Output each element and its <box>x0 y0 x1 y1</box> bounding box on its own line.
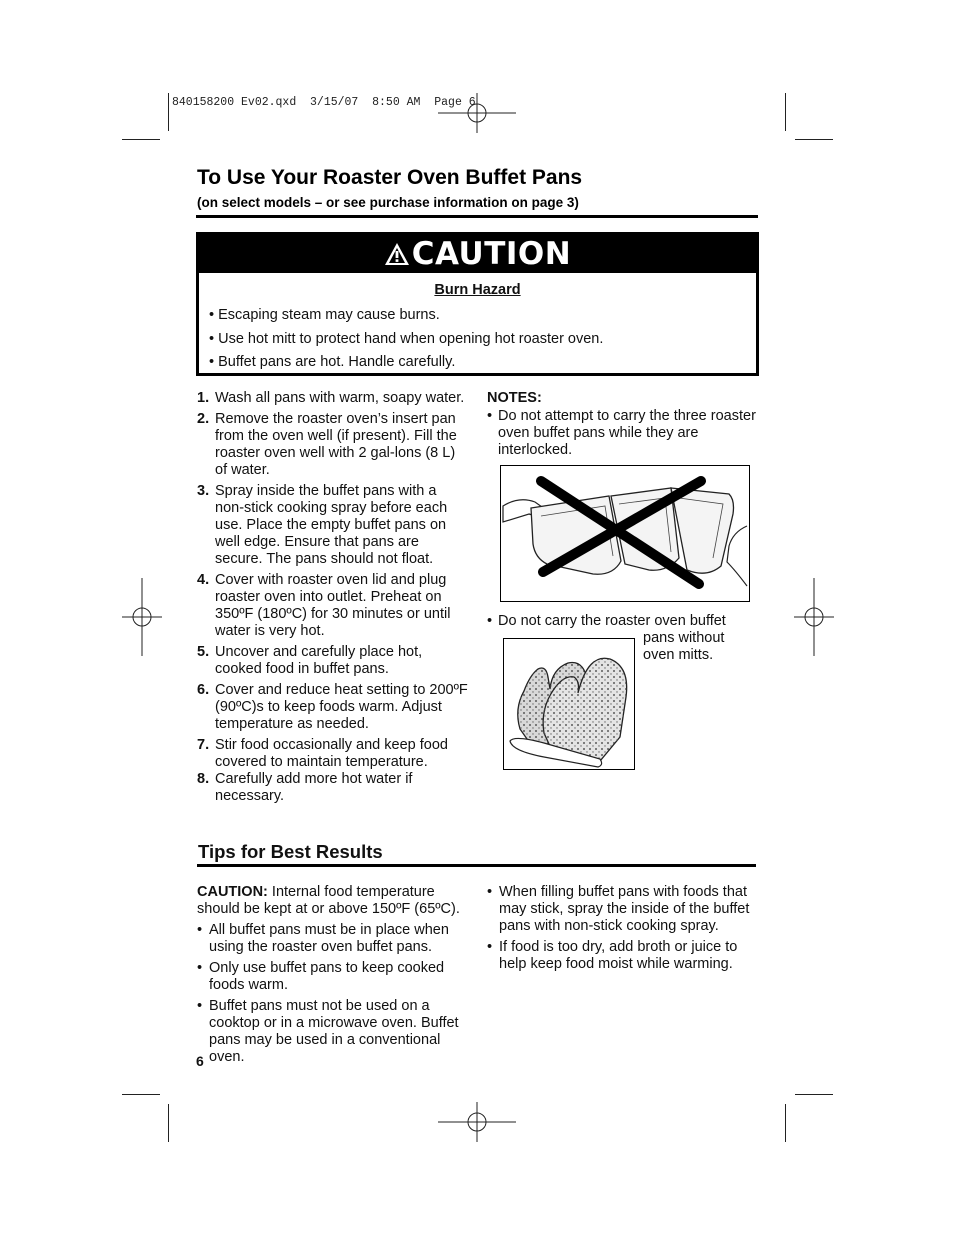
oven-mitt-icon <box>504 639 634 769</box>
crop-mark <box>168 1104 169 1142</box>
crop-mark <box>122 139 160 140</box>
buffet-pans-crossed-icon <box>501 466 749 601</box>
caution-list <box>209 304 603 375</box>
caution-subheading: Burn Hazard <box>434 282 521 298</box>
registration-mark-icon <box>122 578 162 656</box>
crop-mark <box>785 93 786 131</box>
list-item: • When filling buffet pans with foods that may stick, spray the inside of the buffet pans with non-stick cooking spray. <box>487 884 762 935</box>
tips-title: Tips for Best Results <box>198 841 383 862</box>
buffet-pans-illustration <box>500 465 750 602</box>
list-item: 1. Wash all pans with warm, soapy water. <box>197 390 465 406</box>
steps-list <box>197 390 469 809</box>
registration-mark-icon <box>794 578 834 656</box>
heading-rule <box>196 215 758 218</box>
tips-list <box>197 922 473 1066</box>
list-item: • If food is too dry, add broth or juice to help keep food moist while warming. <box>487 939 762 973</box>
registration-mark-icon <box>438 1102 516 1142</box>
tips-caution: CAUTION: Internal food temperature should be kept at or above 150ºF (65ºC). <box>197 884 460 917</box>
caution-box <box>196 232 759 376</box>
print-slug: 840158200 Ev02.qxd 3/15/07 8:50 AM Page 6 <box>172 96 476 109</box>
caution-header <box>199 235 756 273</box>
page-number: 6 <box>196 1053 204 1069</box>
list-item: 6. Cover and reduce heat setting to 200ºF (90ºC)s to keep foods warm. Adjust temperature as needed. <box>197 682 468 732</box>
list-item: • Only use buffet pans to keep cooked foods warm. <box>197 960 473 994</box>
list-item: 3. Spray inside the buffet pans with a non-stick cooking spray before each use. Place the empty buffet pans on well edge. Ensure that pans are secure. The pans should not float. <box>197 483 448 567</box>
note-item: • Do not carry the roaster oven buffet <box>487 613 760 630</box>
list-item: • Buffet pans must not be used on a cooktop or in a microwave oven. Buffet pans may be used in a conventional oven. <box>197 998 473 1066</box>
list-item: • Use hot mitt to protect hand when opening hot roaster oven. <box>209 328 603 352</box>
list-item: 8. Carefully add more hot water if necessary. <box>197 771 413 804</box>
crop-mark <box>785 1104 786 1142</box>
oven-mitts-illustration <box>503 638 635 770</box>
crop-mark <box>122 1094 160 1095</box>
list-item: • Escaping steam may cause burns. <box>209 304 603 328</box>
page-title: To Use Your Roaster Oven Buffet Pans <box>197 166 583 189</box>
crop-mark <box>795 139 833 140</box>
tips-left-column <box>197 884 473 1070</box>
list-item: 7. Stir food occasionally and keep food covered to maintain temperature. <box>197 737 448 770</box>
caution-label: CAUTION <box>411 236 572 272</box>
notes-title: NOTES: <box>487 390 542 406</box>
page-subtitle: (on select models – or see purchase information on page 3) <box>197 195 579 210</box>
list-item: 5. Uncover and carefully place hot, cooked food in buffet pans. <box>197 644 423 677</box>
list-item: • Buffet pans are hot. Handle carefully. <box>209 351 603 375</box>
crop-mark <box>168 93 169 131</box>
tips-list <box>487 884 762 973</box>
list-item: • All buffet pans must be in place when using the roaster oven buffet pans. <box>197 922 473 956</box>
registration-mark-icon <box>438 93 516 133</box>
crop-mark <box>795 1094 833 1095</box>
list-item: 2. Remove the roaster oven’s insert pan from the oven well (if present). Fill the roaster oven well with 2 gal-lons (8 L) of water. <box>197 411 457 478</box>
note-item-continued: pans without oven mitts. <box>643 630 725 663</box>
list-item: 4. Cover with roaster oven lid and plug roaster oven into outlet. Preheat on 350ºF (180ºC) for 30 minutes or until water is very hot. <box>197 572 451 639</box>
warning-triangle-icon <box>384 242 410 266</box>
tips-rule <box>197 864 756 867</box>
tips-right-column <box>487 884 762 977</box>
note-item: • Do not attempt to carry the three roaster oven buffet pans while they are interlocked. <box>487 408 756 459</box>
